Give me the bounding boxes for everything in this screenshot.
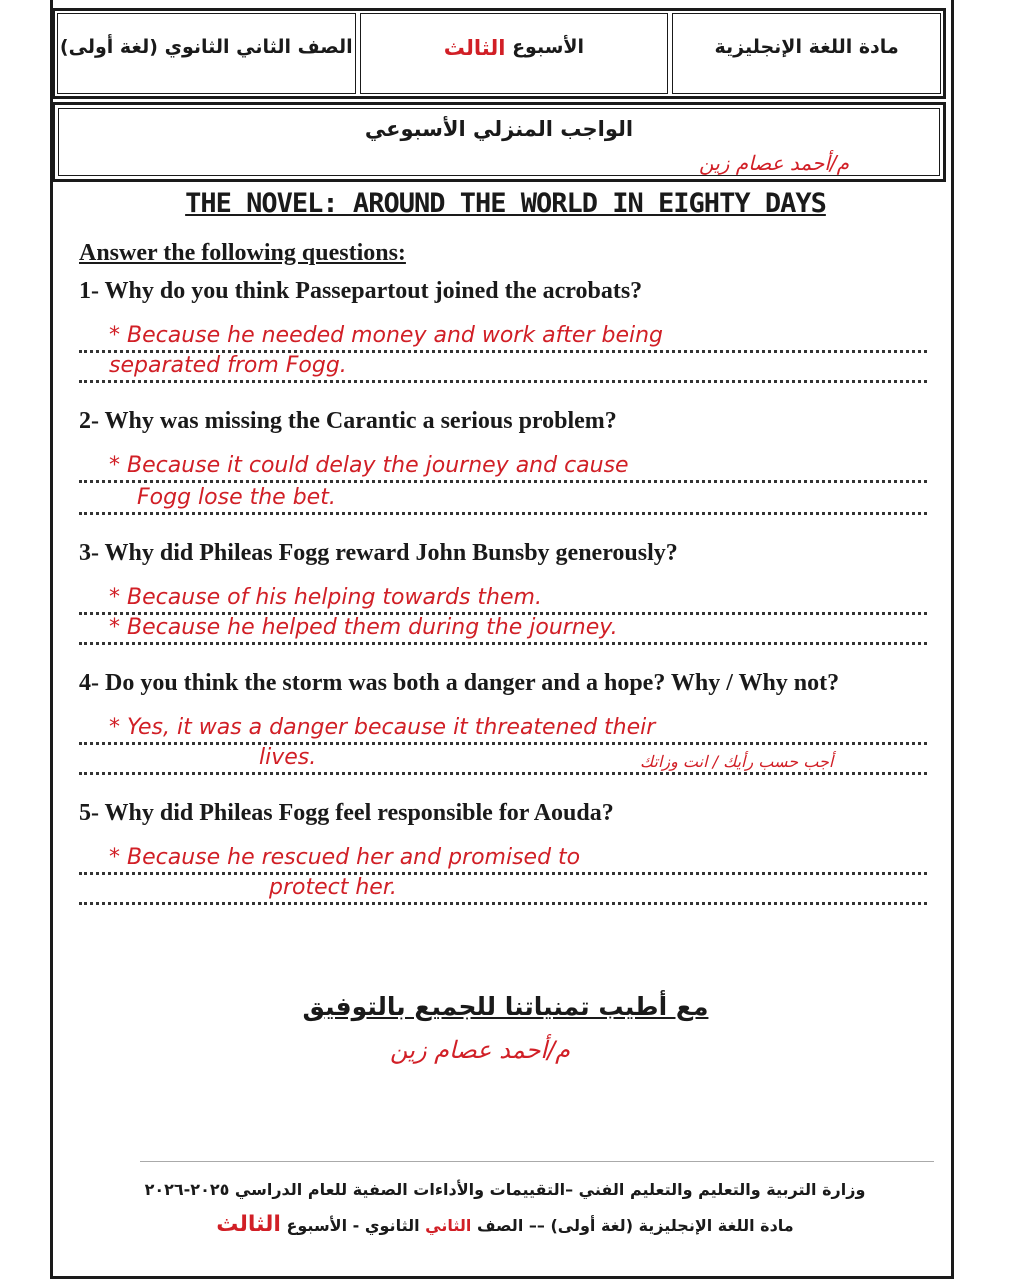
q4-note: أجب حسب رأيك / انت وزاتك — [640, 752, 834, 771]
novel-title: THE NOVEL: AROUND THE WORLD IN EIGHTY DAYS — [185, 188, 826, 219]
homework-box — [52, 102, 946, 182]
answer-line: separated from Fogg. — [79, 360, 927, 383]
question-5: 5- Why did Phileas Fogg feel responsible for Aouda? — [79, 800, 614, 826]
header-week — [360, 13, 669, 94]
question-1: 1- Why do you think Passepartout joined the acrobats? — [79, 278, 643, 304]
answer-line: Fogg lose the bet. — [79, 492, 927, 515]
header-grade: الصف الثاني الثانوي (لغة أولى) — [57, 13, 356, 94]
answer-line: * Because he helped them during the journey. — [79, 622, 927, 645]
question-3: 3- Why did Phileas Fogg reward John Bunsby generously? — [79, 540, 678, 566]
week-value: الثالث — [443, 36, 506, 60]
instruction: Answer the following questions: — [79, 240, 406, 266]
answer-line: lives. — [79, 752, 927, 775]
closing-wishes: مع أطيب تمنياتنا للجميع بالتوفيق — [302, 992, 709, 1021]
answer-line: protect her. — [79, 882, 927, 905]
footer-course: مادة اللغة الإنجليزية (لغة أولى) –– الصف الثاني الثانوي - الأسبوع الثالث — [216, 1212, 794, 1237]
closing-signature: م/أحمد عصام زين — [390, 1036, 571, 1064]
question-4: 4- Do you think the storm was both a danger and a hope? Why / Why not? — [79, 670, 840, 696]
answer-line: * Yes, it was a danger because it threatened their — [79, 722, 927, 745]
question-2: 2- Why was missing the Carantic a serious problem? — [79, 408, 617, 434]
footer-ministry: وزارة التربية والتعليم والتعليم الفني –التقييمات والأداءات الصفية للعام الدراسي ٢٠٢٥-٢٠٢٦ — [144, 1180, 866, 1199]
header-subject: مادة اللغة الإنجليزية — [672, 13, 941, 94]
answer-line: * Because of his helping towards them. — [79, 592, 927, 615]
header-table — [52, 8, 946, 99]
answer-line: * Because it could delay the journey and cause — [79, 460, 927, 483]
footer-divider — [140, 1161, 934, 1162]
homework-title: الواجب المنزلي الأسبوعي — [364, 117, 634, 141]
week-label: الأسبوع — [512, 36, 585, 58]
answer-line: * Because he needed money and work after being — [79, 330, 927, 353]
answer-line: * Because he rescued her and promised to — [79, 852, 927, 875]
teacher-signature: م/أحمد عصام زين — [699, 151, 850, 175]
